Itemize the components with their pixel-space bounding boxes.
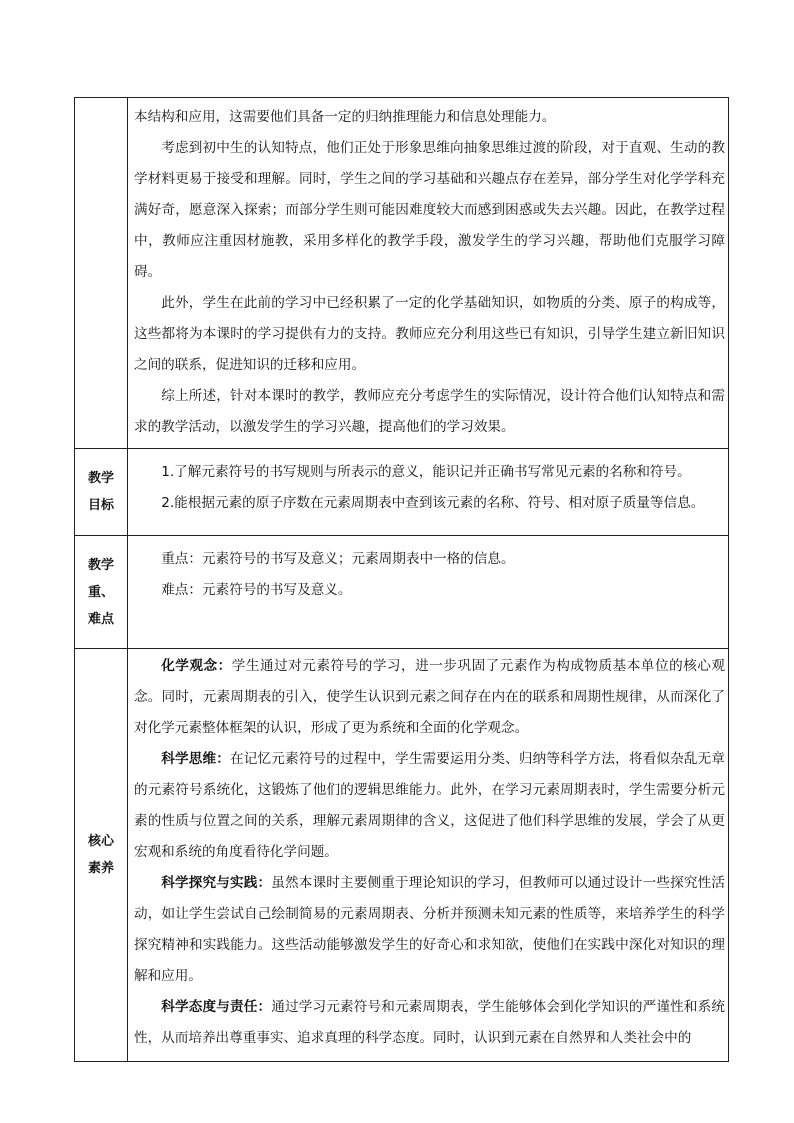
- label-line: 难点: [87, 611, 114, 627]
- goal-item: 1.了解元素符号的书写规则与所表示的意义，能识记并正确书写常见元素的名称和符号。: [161, 464, 691, 480]
- label-line: 教学: [87, 471, 114, 486]
- core-literacy-label: [75, 649, 128, 1062]
- goal-item: 2.能根据元素的原子序数在元素周期表中查到该元素的名称、符号、相对原子质量等信息。: [161, 495, 705, 511]
- literacy-item: [134, 744, 725, 868]
- literacy-text: 通过学习元素符号和元素周期表，学生能够体会到化学知识的严谨性和系统性，从而培养出尊重事实、追求真理的科学态度。同时，认识到元素在自然界和人类社会中的: [134, 999, 726, 1046]
- teaching-goals-row: [75, 449, 729, 536]
- literacy-title: 科学探究与实践：: [161, 875, 272, 891]
- key-difficult-points-row: [75, 536, 729, 649]
- core-literacy-row: [75, 649, 729, 1062]
- teaching-goals-content: [128, 449, 729, 536]
- literacy-text: 虽然本课时主要侧重于理论知识的学习，但教师可以通过设计一些探究性活动，如让学生尝试自己绘制简易的元素周期表、分析并预测未知元素的性质等，来培养学生的科学探究精神和实践能力。这些活动能够激发学生的好奇心和求知欲，使他们在实践中深化对知识的理解和应用。: [134, 875, 726, 984]
- literacy-item: [134, 868, 725, 992]
- label-line: 素养: [87, 861, 114, 876]
- analysis-paragraph: 本结构和应用，这需要他们具备一定的归纳推理能力和信息处理能力。: [134, 109, 556, 125]
- analysis-paragraph: 考虑到初中生的认知特点，他们正处于形象思维向抽象思维过渡的阶段，对于直观、生动的教学材料更易于接受和理解。同时，学生之间的学习基础和兴趣点存在差异，部分学生对化学学科充满好奇，愿意深入探索；而部分学生则可能因难度较大而感到困惑或失去兴趣。因此，在教学过程中，教师应注重因材施教，采用多样化的教学手段，激发学生的学习兴趣，帮助他们克服学习障碍。: [134, 140, 725, 280]
- key-difficult-points-content: [128, 536, 729, 649]
- label-line: 核心: [87, 834, 114, 849]
- student-analysis-row: [75, 98, 729, 449]
- student-analysis-label-cell: [75, 98, 128, 449]
- lesson-plan-table: [74, 97, 729, 1062]
- label-line: 目标: [87, 498, 114, 513]
- literacy-item: [134, 992, 725, 1054]
- label-line: 教学: [87, 557, 114, 573]
- key-point-text: 重点：元素符号的书写及意义；元素周期表中一格的信息。: [161, 551, 515, 567]
- label-line: 重、: [87, 584, 114, 600]
- literacy-title: 科学思维：: [161, 751, 230, 767]
- analysis-paragraph: 综上所述，针对本课时的教学，教师应充分考虑学生的实际情况，设计符合他们认知特点和需求的教学活动，以激发学生的学习兴趣，提高他们的学习效果。: [134, 388, 725, 435]
- literacy-title: 科学态度与责任：: [161, 999, 272, 1015]
- difficult-point-text: 难点：元素符号的书写及意义。: [161, 582, 352, 598]
- literacy-item: [134, 651, 725, 744]
- literacy-text: 学生通过对元素符号的学习，进一步巩固了元素作为构成物质基本单位的核心观念。同时，元素周期表的引入，使学生认识到元素之间存在内在的联系和周期性规律，从而深化了对化学元素整体框架的认识，形成了更为系统和全面的化学观念。: [134, 658, 726, 736]
- key-difficult-points-label: [75, 536, 128, 649]
- teaching-goals-label: [75, 449, 128, 536]
- student-analysis-content: [128, 98, 729, 449]
- literacy-title: 化学观念：: [161, 658, 232, 674]
- core-literacy-content: [128, 649, 729, 1062]
- literacy-text: 在记忆元素符号的过程中，学生需要运用分类、归纳等科学方法，将看似杂乱无章的元素符号系统化，这锻炼了他们的逻辑思维能力。此外，在学习元素周期表时，学生需要分析元素的性质与位置之间的关系，理解元素周期律的含义，这促进了他们科学思维的发展，学会了从更宏观和系统的角度看待化学问题。: [134, 751, 726, 860]
- analysis-paragraph: 此外，学生在此前的学习中已经积累了一定的化学基础知识，如物质的分类、原子的构成等，这些都将为本课时的学习提供有力的支持。教师应充分利用这些已有知识，引导学生建立新旧知识之间的联系，促进知识的迁移和应用。: [134, 295, 725, 373]
